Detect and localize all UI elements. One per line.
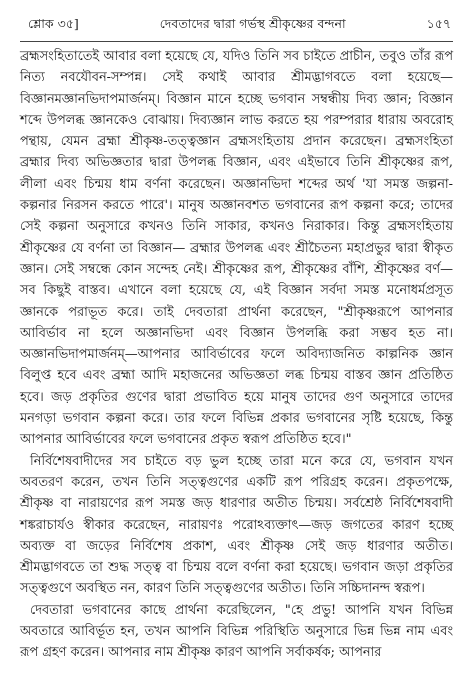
running-head xyxy=(20,10,453,42)
paragraph: নির্বিশেষবাদীদের সব চাইতে বড় ভুল হচ্ছে তারা মনে করে যে, ভগবান যখন অবতরণ করেন, তখন তিনি সত্ত্বগুণের একটি রূপ পরিগ্রহ করেন। প্রকৃতপক্ষে, শ্রীকৃষ্ণ বা নারায়ণের রূপ সমস্ত জড় ধারণার অতীত চিন্ময়। সর্বশ্রেষ্ঠ নির্বিশেষবাদী শঙ্করাচার্যও স্বীকার করেছেন, নারায়ণঃ পরোঽব্যক্তাৎ—জড় জগতের কারণ হচ্ছে অব্যক্ত বা জড়ের নির্বিশেষ প্রকাশ, এবং শ্রীকৃষ্ণ সেই জড় ধারণার অতীত। শ্রীমদ্ভাগবতে তা শুদ্ধ সত্ত্ব বা চিন্ময় বলে বর্ণনা করা হয়েছে। ভগবান জড়া প্রকৃতির সত্ত্বগুণে অবস্থিত নন, কারণ তিনি সত্ত্বগুণের অতীত। তিনি সচ্চিদানন্দ স্বরূপ। xyxy=(20,453,453,597)
paragraph: দেবতারা ভগবানের কাছে প্রার্থনা করেছিলেন, "হে প্রভু! আপনি যখন বিভিন্ন অবতারে আবির্ভূত হন, তখন আপনি বিভিন্ন পরিস্থিতি অনুসারে ভিন্ন ভিন্ন নাম এবং রূপ গ্রহণ করেন। আপনার নাম শ্রীকৃষ্ণ কারণ আপনি সর্বাকর্ষক; আপনার xyxy=(20,602,453,661)
verse-reference: শ্লোক ৩৫] xyxy=(28,16,79,31)
body-text xyxy=(20,46,453,664)
page-number: ১৫৭ xyxy=(426,16,451,31)
paragraph: ব্রহ্মসংহিতাতেই আবার বলা হয়েছে যে, যদিও তিনি সব চাইতে প্রাচীন, তবুও তাঁর রূপ নিত্য নবযৌবন-সম্পন্ন। সেই কথাই আবার শ্রীমদ্ভাগবতে বলা হয়েছে— বিজ্ঞানমজ্ঞানভিদাপমার্জনম্। বিজ্ঞান মানে হচ্ছে ভগবান সম্বন্ধীয় দিব্য জ্ঞান; বিজ্ঞান শব্দে উপলব্ধ জ্ঞানকেও বোঝায়। দিব্যজ্ঞান লাভ করতে হয় পরম্পরার ধারায় অবরোহ পন্থায়, যেমন ব্রহ্মা শ্রীকৃষ্ণ-তত্ত্বজ্ঞান ব্রহ্মসংহিতায় প্রদান করেছেন। ব্রহ্মসংহিতা ব্রহ্মার দিব্য অভিজ্ঞতার দ্বারা উপলব্ধ বিজ্ঞান, এবং এইভাবে তিনি শ্রীকৃষ্ণের রূপ, লীলা এবং চিন্ময় ধাম বর্ণনা করেছেন। অজ্ঞানভিদা শব্দের অর্থ 'যা সমস্ত জল্পনা-কল্পনার নিরসন করতে পারে'। মানুষ অজ্ঞানবশত ভগবানের রূপ কল্পনা করে; তাদের সেই কল্পনা অনুসারে কখনও তিনি সাকার, কখনও নিরাকার। কিন্তু ব্রহ্মসংহিতায় শ্রীকৃষ্ণের যে বর্ণনা তা বিজ্ঞান— ব্রহ্মার উপলব্ধ এবং শ্রীচৈতন্য মহাপ্রভুর দ্বারা স্বীকৃত জ্ঞান। সেই সম্বন্ধে কোন সন্দেহ নেই। শ্রীকৃষ্ণের রূপ, শ্রীকৃষ্ণের বাঁশি, শ্রীকৃষ্ণের বর্ণ—সব কিছুই বাস্তব। এখানে বলা হয়েছে যে, এই বিজ্ঞান সর্বদা সমস্ত মনোধর্মপ্রসূত জ্ঞানকে পরাভূত করে। তাই দেবতারা প্রার্থনা করেছেন, "শ্রীকৃষ্ণরূপে আপনার আবির্ভাব না হলে অজ্ঞানভিদা এবং বিজ্ঞান উপলব্ধি করা সম্ভব হত না। অজ্ঞানভিদাপমার্জনম্—আপনার আবির্ভাবের ফলে অবিদ্যাজনিত কাল্পনিক জ্ঞান বিলুপ্ত হবে এবং ব্রহ্মা আদি মহাজনের অভিজ্ঞতা লব্ধ চিন্ময় বাস্তব জ্ঞান প্রতিষ্ঠিত হবে। জড় প্রকৃতির গুণের দ্বারা প্রভাবিত হয়ে মানুষ তাদের গুণ অনুসারে তাদের মনগড়া ভগবান কল্পনা করে। তার ফলে বিভিন্ন প্রকার ভগবানের সৃষ্টি হয়েছে, কিন্তু আপনার আবির্ভাবের ফলে ভগবানের প্রকৃত স্বরূপ প্রতিষ্ঠিত হবে।" xyxy=(20,49,453,448)
chapter-title: দেবতাদের দ্বারা গর্ভস্থ শ্রীকৃষ্ণের বন্দনা xyxy=(159,16,346,31)
